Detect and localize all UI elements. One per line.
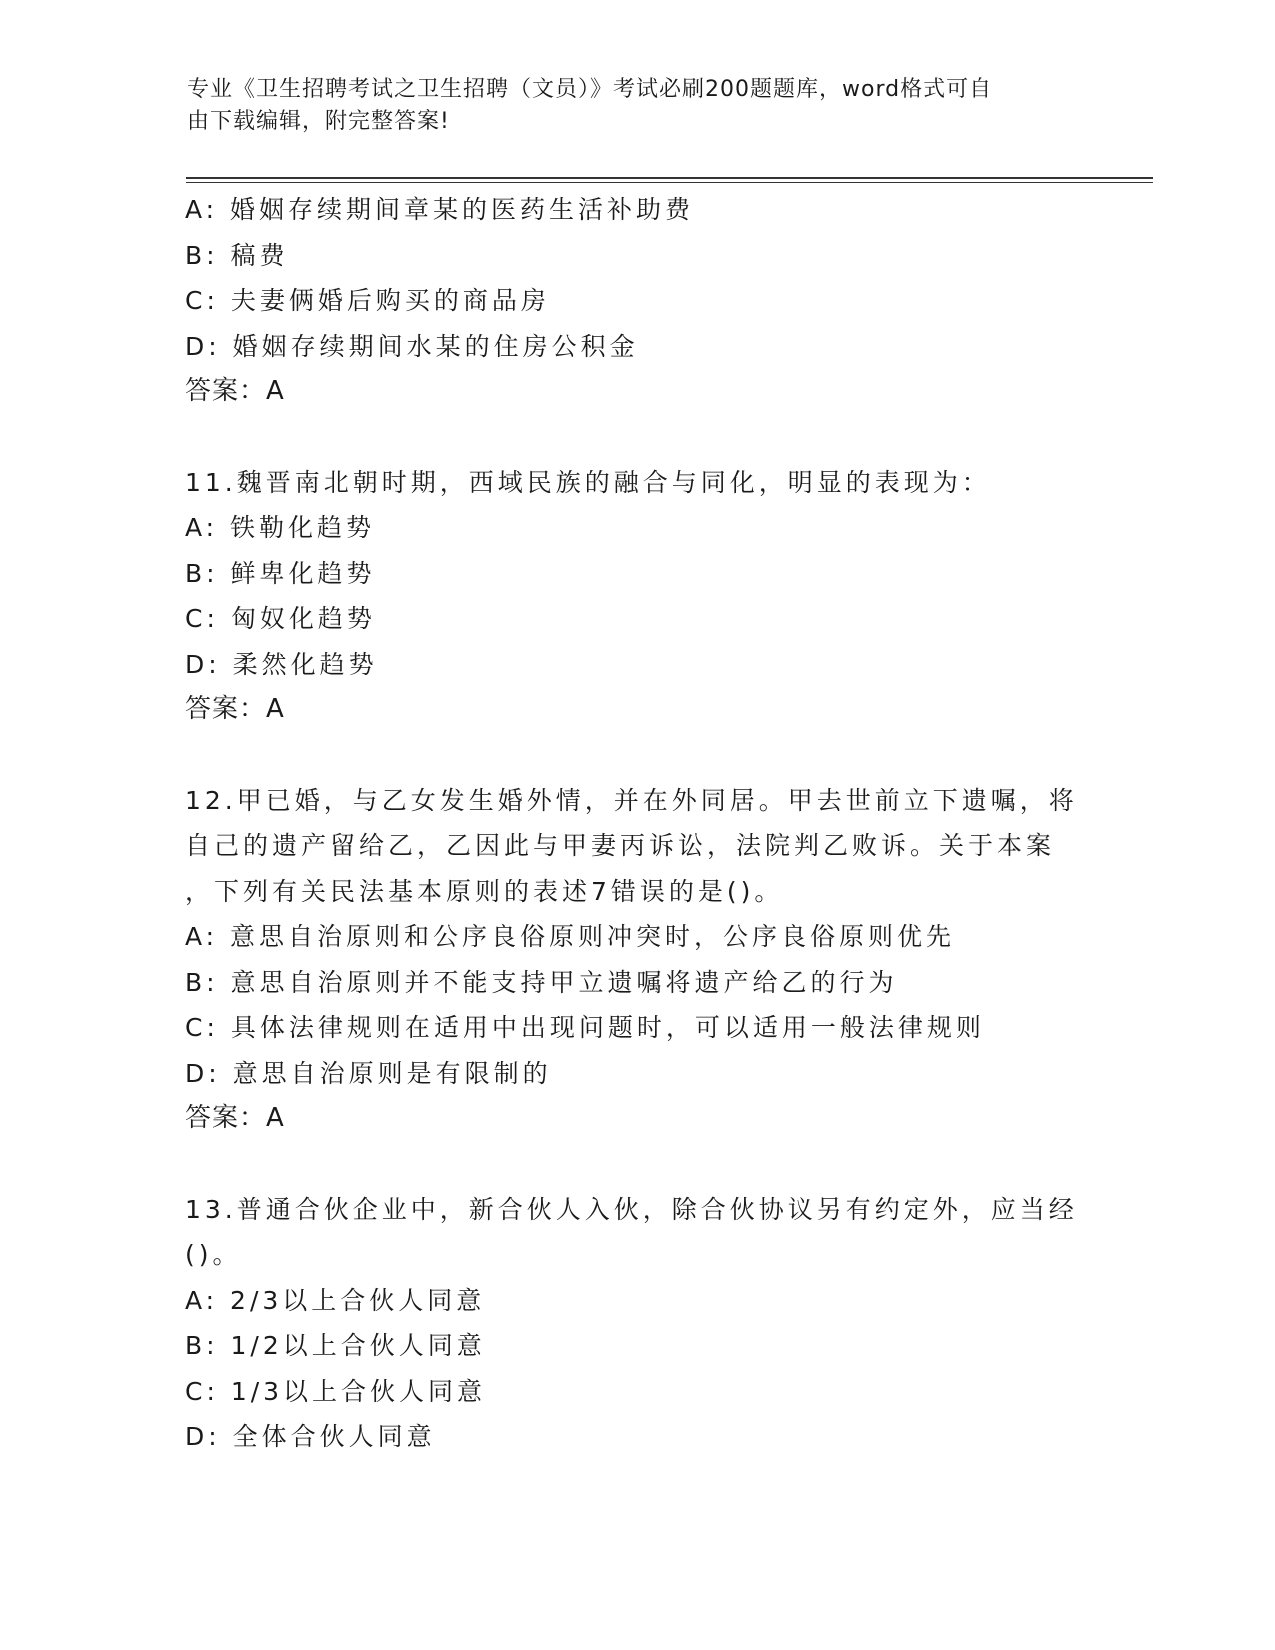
option-a: A: 2/3以上合伙人同意 (185, 1285, 486, 1315)
option-b: B: 意思自治原则并不能支持甲立遗嘱将遗产给乙的行为 (185, 967, 898, 997)
question-stem: 11.魏晋南北朝时期，西域民族的融合与同化，明显的表现为： (185, 467, 991, 497)
option-d: D: 婚姻存续期间水某的住房公积金 (185, 331, 639, 361)
option-b: B: 1/2以上合伙人同意 (185, 1331, 486, 1360)
document-header (187, 74, 1067, 138)
option-a: A: 意思自治原则和公序良俗原则冲突时，公序良俗原则优先 (185, 922, 956, 951)
option-d: D: 意思自治原则是有限制的 (185, 1058, 552, 1088)
header-divider (186, 177, 1153, 179)
answer: 答案：A (185, 694, 285, 724)
option-a: A: 婚姻存续期间章某的医药生活补助费 (185, 195, 695, 224)
option-d: D: 柔然化趋势 (185, 649, 378, 679)
option-c: C: 匈奴化趋势 (185, 604, 376, 633)
header-title-line-2: 由下载编辑，附完整答案! (187, 109, 450, 134)
option-c: C: 具体法律规则在适用中出现问题时，可以适用一般法律规则 (185, 1013, 985, 1042)
question-stem-line-1: 12.甲已婚，与乙女发生婚外情，并在外同居。甲去世前立下遗嘱，将 (185, 785, 1078, 815)
option-b: B: 鲜卑化趋势 (185, 558, 376, 588)
header-divider-thin (186, 182, 1153, 183)
question-stem-line-3: ，下列有关民法基本原则的表述7错误的是()。 (185, 876, 784, 906)
question-11 (185, 460, 1085, 733)
option-d: D: 全体合伙人同意 (185, 1422, 436, 1451)
answer: 答案：A (185, 376, 285, 406)
option-c: C: 1/3以上合伙人同意 (185, 1376, 487, 1406)
option-a: A: 铁勒化趋势 (185, 513, 376, 542)
option-b: B: 稿费 (185, 240, 289, 270)
header-title-line-1: 专业《卫生招聘考试之卫生招聘（文员）》考试必刷200题题库，word格式可自 (187, 77, 993, 102)
question-10 (185, 187, 1085, 415)
answer: 答案：A (185, 1103, 285, 1133)
question-list (185, 187, 1085, 1460)
option-c: C: 夫妻俩婚后购买的商品房 (185, 286, 550, 315)
question-stem-line-2: 自己的遗产留给乙，乙因此与甲妻丙诉讼，法院判乙败诉。关于本案 (185, 831, 1056, 860)
question-13 (185, 1187, 1085, 1460)
question-stem-line-1: 13.普通合伙企业中，新合伙人入伙，除合伙协议另有约定外，应当经 (185, 1194, 1078, 1224)
question-stem-line-2: ()。 (185, 1240, 242, 1269)
question-12 (185, 778, 1085, 1142)
